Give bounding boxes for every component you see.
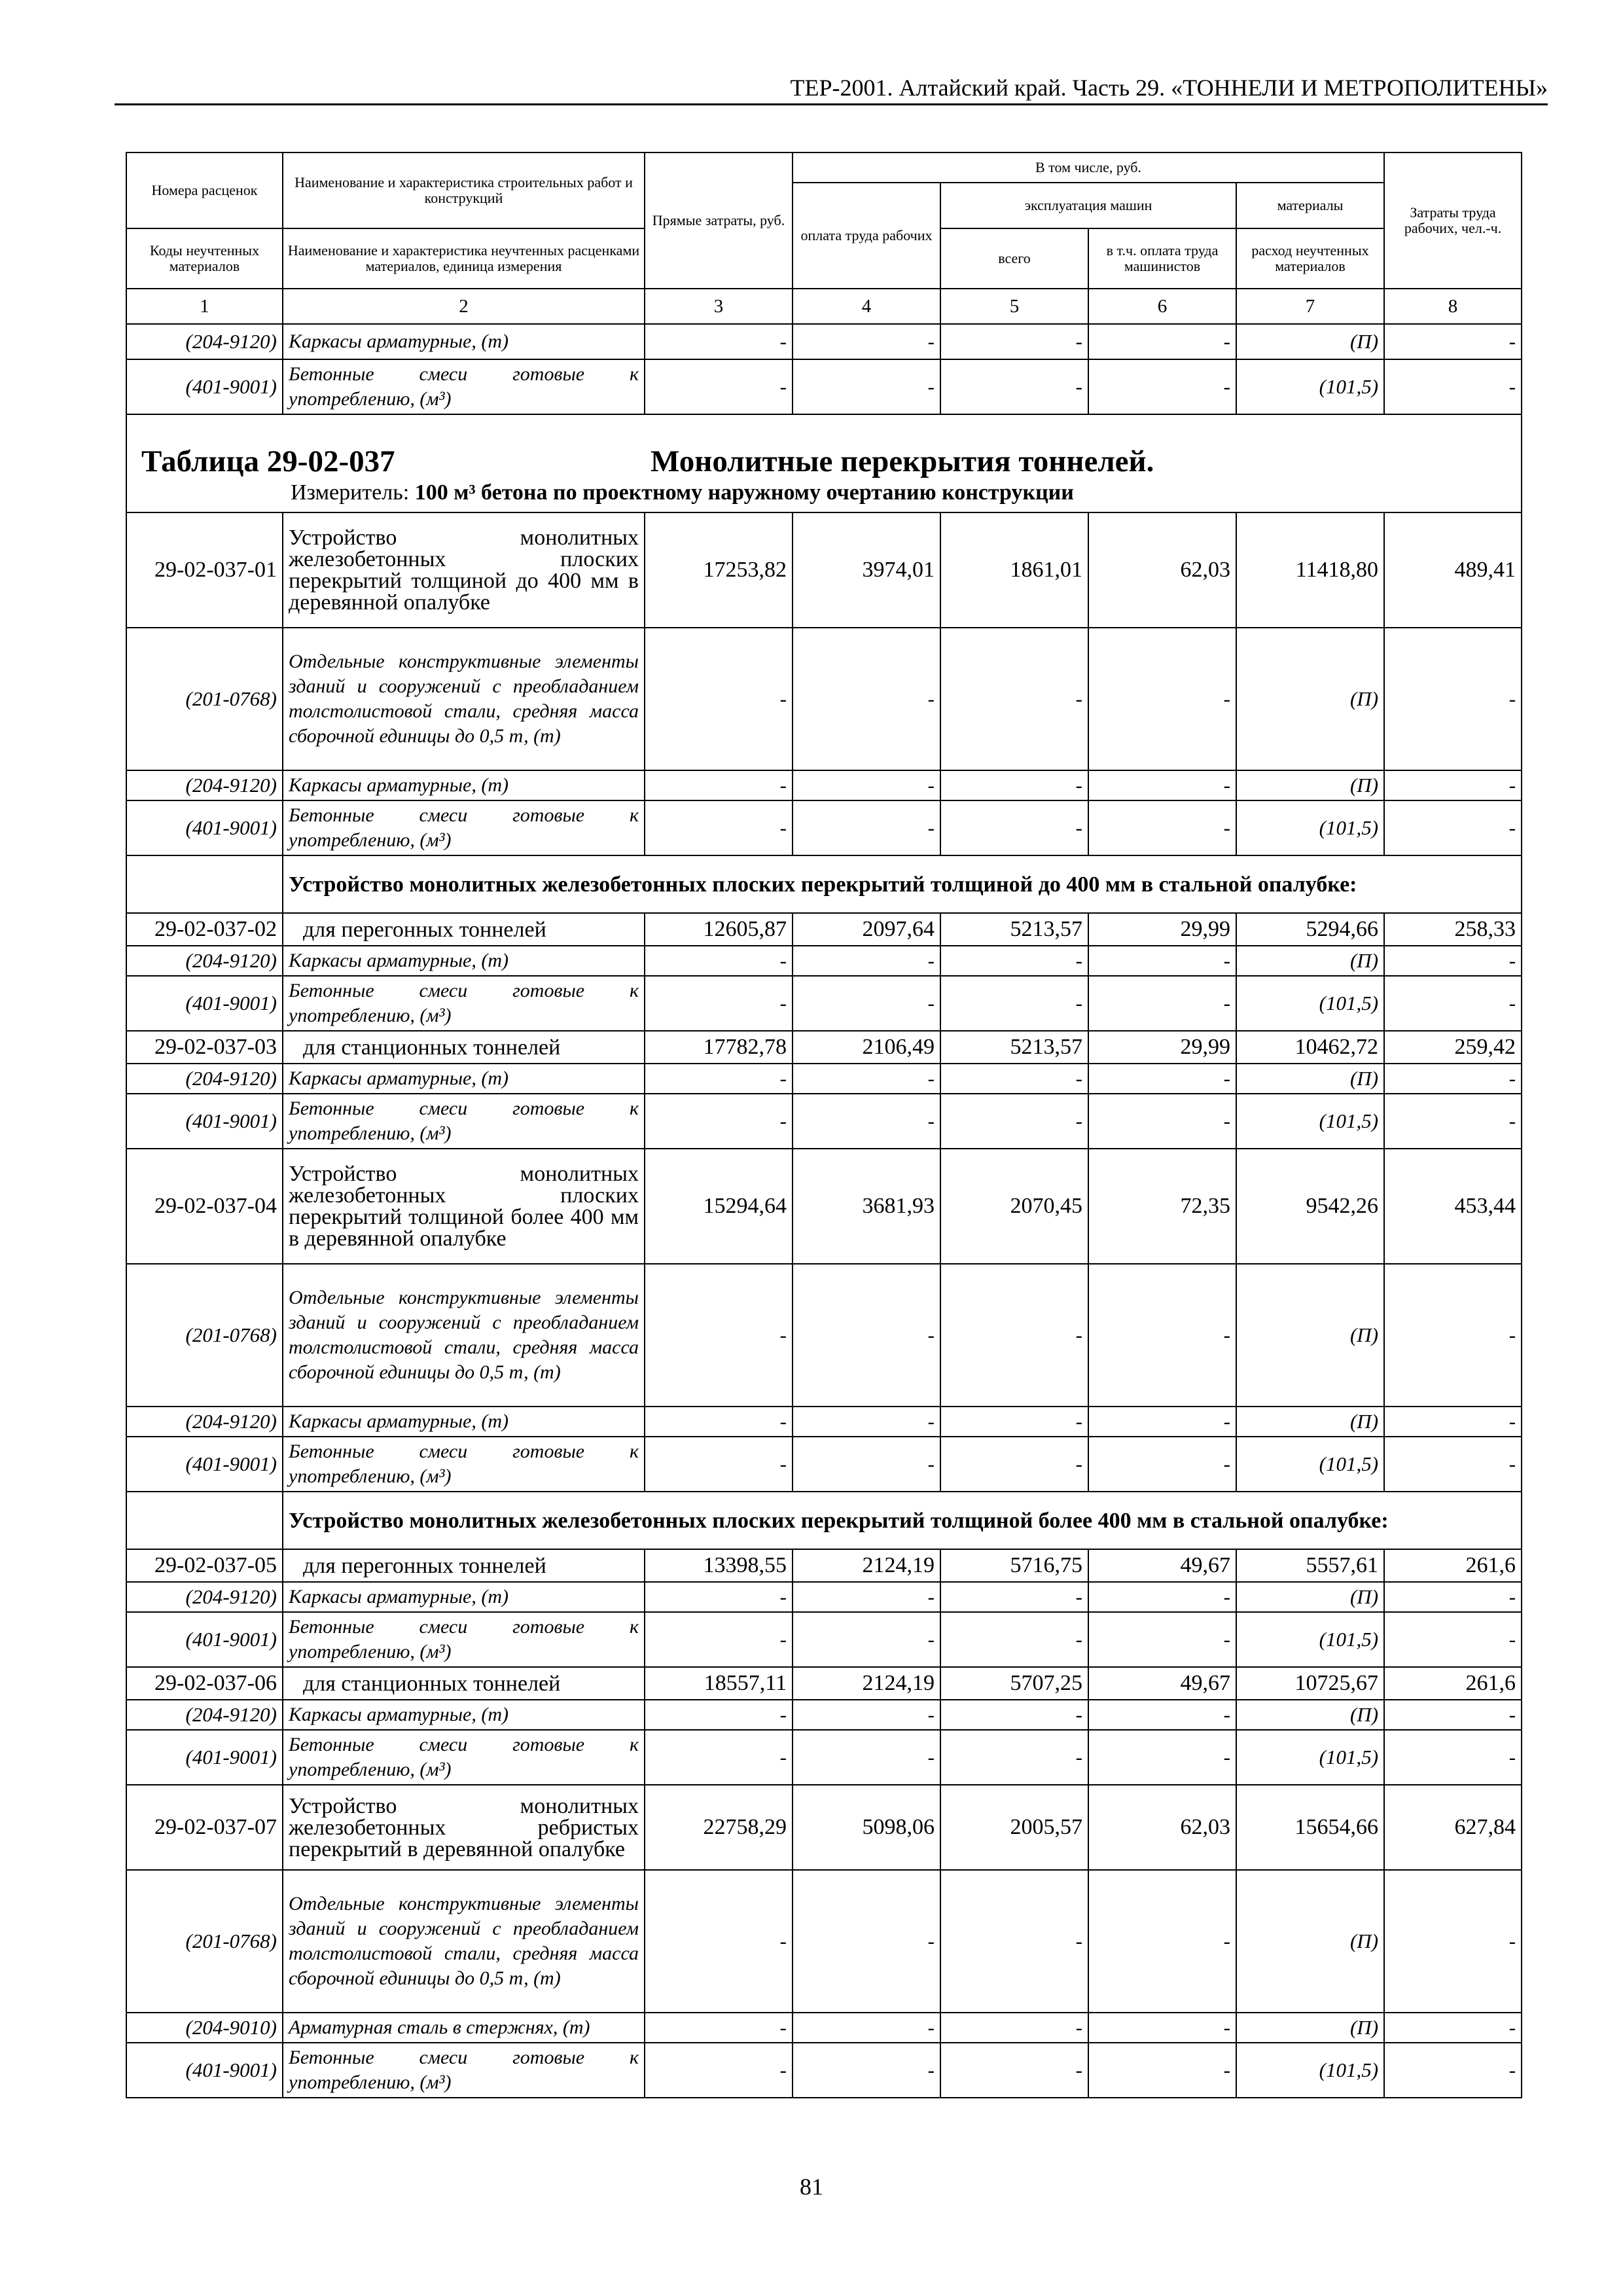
value-c4: -: [793, 1094, 940, 1149]
material-row: [126, 1870, 1522, 2013]
rate-row: [126, 1667, 1522, 1700]
value-c4: -: [793, 1730, 940, 1785]
value-c6: -: [1088, 2013, 1236, 2043]
value-c8: -: [1384, 1094, 1522, 1149]
value-c6: -: [1088, 1437, 1236, 1492]
value-c8: -: [1384, 324, 1522, 359]
value-c6: -: [1088, 1264, 1236, 1407]
value-c6: -: [1088, 1612, 1236, 1667]
value-c8: -: [1384, 1730, 1522, 1785]
value-c7: (101,5): [1236, 1094, 1384, 1149]
header-wages: оплата труда рабочих: [793, 183, 940, 289]
rate-row: [126, 1549, 1522, 1582]
value-c5: -: [940, 1407, 1088, 1437]
value-c3: -: [645, 800, 793, 855]
value-c5: 5213,57: [940, 1031, 1088, 1064]
value-c4: -: [793, 2043, 940, 2098]
material-name: Отдельные конструктивные элементы зданий и сооружений с преобладанием толстолистовой стали, средняя масса сборочной единицы до 0,5 т, (т): [283, 1264, 645, 1407]
value-c7: 10462,72: [1236, 1031, 1384, 1064]
value-c4: -: [793, 1870, 940, 2013]
group-heading-row: [126, 855, 1522, 913]
value-c3: 22758,29: [645, 1785, 793, 1870]
material-row: [126, 1264, 1522, 1407]
value-c5: -: [940, 800, 1088, 855]
value-c8: 261,6: [1384, 1549, 1522, 1582]
material-code: (401-9001): [126, 1612, 283, 1667]
material-name: Бетонные смеси готовые к употреблению, (м³): [283, 1612, 645, 1667]
material-name: Каркасы арматурные, (т): [283, 946, 645, 976]
material-row: [126, 2043, 1522, 2098]
value-c4: -: [793, 1700, 940, 1730]
value-c3: -: [645, 946, 793, 976]
material-code: (201-0768): [126, 628, 283, 770]
value-c8: 453,44: [1384, 1149, 1522, 1264]
value-c3: 17782,78: [645, 1031, 793, 1064]
value-c8: -: [1384, 1582, 1522, 1612]
value-c7: (П): [1236, 2013, 1384, 2043]
unit-prefix: Измеритель:: [291, 480, 410, 505]
value-c8: 627,84: [1384, 1785, 1522, 1870]
material-name: Отдельные конструктивные элементы зданий и сооружений с преобладанием толстолистовой стали, средняя масса сборочной единицы до 0,5 т, (т): [283, 628, 645, 770]
material-name: Бетонные смеси готовые к употреблению, (м³): [283, 1437, 645, 1492]
value-c5: -: [940, 1730, 1088, 1785]
value-c5: -: [940, 946, 1088, 976]
header-materials: материалы: [1236, 183, 1384, 228]
work-name: Устройство монолитных железобетонных плоских перекрытий толщиной до 400 мм в деревянной опалубке: [283, 512, 645, 628]
value-c5: 2070,45: [940, 1149, 1088, 1264]
value-c6: -: [1088, 359, 1236, 414]
rate-code: 29-02-037-02: [126, 913, 283, 946]
material-row: [126, 976, 1522, 1031]
value-c3: -: [645, 324, 793, 359]
header-rule: [115, 103, 1548, 105]
table-name: Монолитные перекрытия тоннелей.: [651, 444, 1154, 478]
value-c7: (П): [1236, 1407, 1384, 1437]
value-c7: (П): [1236, 1582, 1384, 1612]
value-c4: 2097,64: [793, 913, 940, 946]
header-material-consumption: расход неучтенных материалов: [1236, 228, 1384, 289]
value-c3: -: [645, 1064, 793, 1094]
value-c5: 1861,01: [940, 512, 1088, 628]
table-title-row: [126, 414, 1522, 512]
rates-table: [126, 152, 1522, 2098]
value-c8: -: [1384, 2043, 1522, 2098]
value-c8: -: [1384, 946, 1522, 976]
value-c3: 13398,55: [645, 1549, 793, 1582]
value-c8: -: [1384, 1700, 1522, 1730]
value-c4: 2124,19: [793, 1667, 940, 1700]
material-name: Каркасы арматурные, (т): [283, 1407, 645, 1437]
value-c3: -: [645, 1870, 793, 2013]
value-c3: -: [645, 1582, 793, 1612]
value-c8: -: [1384, 2013, 1522, 2043]
material-name: Арматурная сталь в стержнях, (т): [283, 2013, 645, 2043]
value-c6: -: [1088, 946, 1236, 976]
material-code: (401-9001): [126, 2043, 283, 2098]
value-c3: -: [645, 628, 793, 770]
material-code: (204-9010): [126, 2013, 283, 2043]
material-code: (201-0768): [126, 1870, 283, 2013]
value-c8: 489,41: [1384, 512, 1522, 628]
value-c5: -: [940, 1094, 1088, 1149]
value-c6: 29,99: [1088, 913, 1236, 946]
material-name: Каркасы арматурные, (т): [283, 770, 645, 800]
value-c5: 5716,75: [940, 1549, 1088, 1582]
value-c7: 15654,66: [1236, 1785, 1384, 1870]
value-c4: -: [793, 770, 940, 800]
value-c4: 3681,93: [793, 1149, 940, 1264]
value-c5: -: [940, 1612, 1088, 1667]
value-c4: -: [793, 1612, 940, 1667]
group-heading: Устройство монолитных железобетонных плоских перекрытий толщиной более 400 мм в стальной опалубке:: [283, 1492, 1522, 1549]
unit-value: 100 м³ бетона по проектному наружному очертанию конструкции: [414, 480, 1074, 505]
header-material-codes: Коды неучтенных материалов: [126, 228, 283, 289]
material-name: Бетонные смеси готовые к употреблению, (м³): [283, 1730, 645, 1785]
header-rate-numbers: Номера расценок: [126, 152, 283, 228]
material-row: [126, 770, 1522, 800]
material-row: [126, 1407, 1522, 1437]
value-c3: -: [645, 1094, 793, 1149]
page-number: 81: [800, 2174, 823, 2200]
value-c3: 18557,11: [645, 1667, 793, 1700]
value-c7: 5294,66: [1236, 913, 1384, 946]
value-c3: -: [645, 770, 793, 800]
rate-code: 29-02-037-01: [126, 512, 283, 628]
value-c8: -: [1384, 1870, 1522, 2013]
material-row: [126, 1700, 1522, 1730]
material-code: (401-9001): [126, 1730, 283, 1785]
header-work-name: Наименование и характеристика строительных работ и конструкций: [283, 152, 645, 228]
material-row: [126, 1582, 1522, 1612]
material-row: [126, 1094, 1522, 1149]
value-c5: -: [940, 628, 1088, 770]
value-c7: (П): [1236, 628, 1384, 770]
table-title-cell: [126, 414, 1522, 512]
header-machines: эксплуатация машин: [940, 183, 1236, 228]
value-c7: 5557,61: [1236, 1549, 1384, 1582]
rate-row: [126, 1785, 1522, 1870]
value-c7: (101,5): [1236, 1730, 1384, 1785]
value-c6: 62,03: [1088, 512, 1236, 628]
value-c7: (101,5): [1236, 800, 1384, 855]
value-c6: 29,99: [1088, 1031, 1236, 1064]
value-c6: -: [1088, 2043, 1236, 2098]
material-row: [126, 1437, 1522, 1492]
rate-code: 29-02-037-05: [126, 1549, 283, 1582]
value-c5: -: [940, 2043, 1088, 2098]
material-code: (401-9001): [126, 1437, 283, 1492]
rate-code: 29-02-037-06: [126, 1667, 283, 1700]
value-c8: -: [1384, 1437, 1522, 1492]
work-name: для перегонных тоннелей: [283, 1549, 645, 1582]
work-name: Устройство монолитных железобетонных ребристых перекрытий в деревянной опалубке: [283, 1785, 645, 1870]
rate-row: [126, 1031, 1522, 1064]
material-row: [126, 1730, 1522, 1785]
value-c8: -: [1384, 359, 1522, 414]
value-c6: 62,03: [1088, 1785, 1236, 1870]
material-code: (204-9120): [126, 946, 283, 976]
value-c3: 15294,64: [645, 1149, 793, 1264]
value-c7: 11418,80: [1236, 512, 1384, 628]
value-c7: (101,5): [1236, 2043, 1384, 2098]
header-including: В том числе, руб.: [793, 152, 1384, 183]
material-row: [126, 800, 1522, 855]
value-c4: -: [793, 800, 940, 855]
value-c3: -: [645, 976, 793, 1031]
running-header: ТЕР-2001. Алтайский край. Часть 29. «ТОННЕЛИ И МЕТРОПОЛИТЕНЫ»: [790, 75, 1548, 101]
value-c7: (П): [1236, 1264, 1384, 1407]
material-row: [126, 1064, 1522, 1094]
value-c8: -: [1384, 628, 1522, 770]
material-name: Каркасы арматурные, (т): [283, 1582, 645, 1612]
value-c6: -: [1088, 1730, 1236, 1785]
material-name: Бетонные смеси готовые к употреблению, (м³): [283, 359, 645, 414]
value-c3: -: [645, 1700, 793, 1730]
value-c5: -: [940, 359, 1088, 414]
value-c6: -: [1088, 1407, 1236, 1437]
table-number: Таблица 29-02-037: [141, 444, 395, 478]
value-c6: -: [1088, 1870, 1236, 2013]
value-c7: (101,5): [1236, 1612, 1384, 1667]
value-c7: 9542,26: [1236, 1149, 1384, 1264]
value-c4: -: [793, 946, 940, 976]
material-name: Каркасы арматурные, (т): [283, 1700, 645, 1730]
value-c7: (101,5): [1236, 1437, 1384, 1492]
value-c4: -: [793, 1407, 940, 1437]
value-c5: -: [940, 770, 1088, 800]
value-c4: -: [793, 359, 940, 414]
material-name: Отдельные конструктивные элементы зданий и сооружений с преобладанием толстолистовой стали, средняя масса сборочной единицы до 0,5 т, (т): [283, 1870, 645, 2013]
value-c4: -: [793, 628, 940, 770]
material-name: Бетонные смеси готовые к употреблению, (м³): [283, 976, 645, 1031]
value-c4: 2124,19: [793, 1549, 940, 1582]
value-c7: (П): [1236, 770, 1384, 800]
material-name: Каркасы арматурные, (т): [283, 324, 645, 359]
value-c4: -: [793, 324, 940, 359]
value-c6: -: [1088, 800, 1236, 855]
value-c8: -: [1384, 1612, 1522, 1667]
value-c7: (101,5): [1236, 976, 1384, 1031]
value-c6: -: [1088, 1582, 1236, 1612]
material-name: Каркасы арматурные, (т): [283, 1064, 645, 1094]
value-c3: -: [645, 1407, 793, 1437]
value-c6: -: [1088, 770, 1236, 800]
value-c4: -: [793, 1064, 940, 1094]
value-c7: 10725,67: [1236, 1667, 1384, 1700]
value-c8: -: [1384, 800, 1522, 855]
header-labor-costs: Затраты труда рабочих, чел.-ч.: [1384, 152, 1522, 289]
value-c5: 2005,57: [940, 1785, 1088, 1870]
value-c4: -: [793, 1264, 940, 1407]
material-row: [126, 2013, 1522, 2043]
value-c5: 5707,25: [940, 1667, 1088, 1700]
material-name: Бетонные смеси готовые к употреблению, (м³): [283, 800, 645, 855]
value-c8: -: [1384, 1407, 1522, 1437]
value-c5: -: [940, 976, 1088, 1031]
value-c5: -: [940, 1264, 1088, 1407]
header-material-names: Наименование и характеристика неучтенных расценками материалов, единица измерения: [283, 228, 645, 289]
material-row: [126, 1612, 1522, 1667]
value-c5: 5213,57: [940, 913, 1088, 946]
value-c5: -: [940, 1437, 1088, 1492]
value-c7: (П): [1236, 324, 1384, 359]
value-c8: 259,42: [1384, 1031, 1522, 1064]
value-c6: -: [1088, 976, 1236, 1031]
value-c6: -: [1088, 1064, 1236, 1094]
material-name: Бетонные смеси готовые к употреблению, (м³): [283, 2043, 645, 2098]
unit-of-measure: [291, 480, 1074, 505]
value-c7: (П): [1236, 1870, 1384, 2013]
value-c6: 72,35: [1088, 1149, 1236, 1264]
material-code: (204-9120): [126, 1700, 283, 1730]
value-c8: -: [1384, 770, 1522, 800]
column-number: 6: [1088, 289, 1236, 324]
material-code: (204-9120): [126, 1582, 283, 1612]
material-code: (204-9120): [126, 1064, 283, 1094]
material-code: (401-9001): [126, 1094, 283, 1149]
value-c3: -: [645, 2043, 793, 2098]
value-c8: 258,33: [1384, 913, 1522, 946]
value-c4: -: [793, 976, 940, 1031]
value-c3: 12605,87: [645, 913, 793, 946]
value-c4: 5098,06: [793, 1785, 940, 1870]
material-code: (401-9001): [126, 976, 283, 1031]
value-c5: -: [940, 1064, 1088, 1094]
rate-code: 29-02-037-03: [126, 1031, 283, 1064]
group-heading: Устройство монолитных железобетонных плоских перекрытий толщиной до 400 мм в стальной опалубке:: [283, 855, 1522, 913]
rate-row: [126, 512, 1522, 628]
value-c8: -: [1384, 1264, 1522, 1407]
header-machines-total: всего: [940, 228, 1088, 289]
material-row: [126, 946, 1522, 976]
value-c6: 49,67: [1088, 1667, 1236, 1700]
value-c4: -: [793, 1437, 940, 1492]
material-row: [126, 324, 1522, 359]
value-c3: -: [645, 1264, 793, 1407]
value-c6: -: [1088, 1700, 1236, 1730]
material-code: (201-0768): [126, 1264, 283, 1407]
value-c8: -: [1384, 976, 1522, 1031]
column-number: 7: [1236, 289, 1384, 324]
table-title-block: [127, 415, 1521, 512]
value-c3: -: [645, 1437, 793, 1492]
value-c3: -: [645, 1730, 793, 1785]
value-c4: 2106,49: [793, 1031, 940, 1064]
work-name: для станционных тоннелей: [283, 1667, 645, 1700]
value-c5: -: [940, 1870, 1088, 2013]
group-heading-row: [126, 1492, 1522, 1549]
rate-code: 29-02-037-07: [126, 1785, 283, 1870]
material-code: (204-9120): [126, 324, 283, 359]
rate-row: [126, 1149, 1522, 1264]
column-number: 2: [283, 289, 645, 324]
value-c5: -: [940, 1700, 1088, 1730]
work-name: для перегонных тоннелей: [283, 913, 645, 946]
rate-code: 29-02-037-04: [126, 1149, 283, 1264]
value-c7: (101,5): [1236, 359, 1384, 414]
column-number: 3: [645, 289, 793, 324]
value-c4: -: [793, 2013, 940, 2043]
material-code: (204-9120): [126, 770, 283, 800]
work-name: Устройство монолитных железобетонных плоских перекрытий толщиной более 400 мм в деревянной опалубке: [283, 1149, 645, 1264]
value-c5: -: [940, 1582, 1088, 1612]
column-number: 8: [1384, 289, 1522, 324]
value-c6: -: [1088, 324, 1236, 359]
value-c3: -: [645, 2013, 793, 2043]
value-c5: -: [940, 324, 1088, 359]
value-c8: -: [1384, 1064, 1522, 1094]
value-c6: -: [1088, 1094, 1236, 1149]
column-number: 1: [126, 289, 283, 324]
value-c7: (П): [1236, 946, 1384, 976]
rate-row: [126, 913, 1522, 946]
value-c6: -: [1088, 628, 1236, 770]
header-machinist-wages: в т.ч. оплата труда машинистов: [1088, 228, 1236, 289]
material-code: (401-9001): [126, 800, 283, 855]
value-c7: (П): [1236, 1700, 1384, 1730]
material-code: (204-9120): [126, 1407, 283, 1437]
value-c6: 49,67: [1088, 1549, 1236, 1582]
value-c3: 17253,82: [645, 512, 793, 628]
value-c7: (П): [1236, 1064, 1384, 1094]
group-heading-blank: [126, 855, 283, 913]
value-c4: -: [793, 1582, 940, 1612]
value-c8: 261,6: [1384, 1667, 1522, 1700]
value-c3: -: [645, 359, 793, 414]
material-code: (401-9001): [126, 359, 283, 414]
column-number: 5: [940, 289, 1088, 324]
work-name: для станционных тоннелей: [283, 1031, 645, 1064]
material-row: [126, 359, 1522, 414]
value-c4: 3974,01: [793, 512, 940, 628]
value-c5: -: [940, 2013, 1088, 2043]
header-direct-costs: Прямые затраты, руб.: [645, 152, 793, 289]
group-heading-blank: [126, 1492, 283, 1549]
value-c3: -: [645, 1612, 793, 1667]
material-row: [126, 628, 1522, 770]
column-number: 4: [793, 289, 940, 324]
material-name: Бетонные смеси готовые к употреблению, (м³): [283, 1094, 645, 1149]
